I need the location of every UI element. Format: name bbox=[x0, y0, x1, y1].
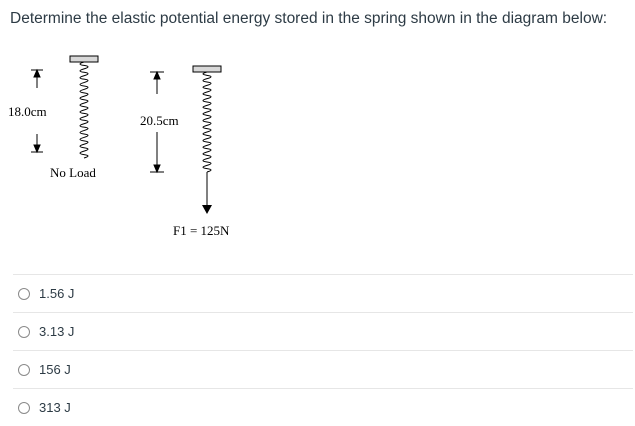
left-caption: No Load bbox=[50, 165, 96, 180]
radio-button[interactable] bbox=[18, 288, 30, 300]
force-arrow-icon bbox=[202, 205, 212, 214]
question-text: Determine the elastic potential energy stored in the spring shown in the diagram below: bbox=[10, 10, 608, 27]
answer-label: 1.56 J bbox=[39, 286, 75, 301]
radio-button[interactable] bbox=[18, 402, 30, 414]
answer-label: 156 J bbox=[39, 362, 71, 377]
answer-label: 313 J bbox=[39, 400, 71, 415]
radio-button[interactable] bbox=[18, 364, 30, 376]
spring-diagram bbox=[0, 50, 300, 250]
answer-option-4[interactable] bbox=[13, 388, 633, 426]
answer-option-3[interactable] bbox=[13, 350, 633, 388]
right-spring bbox=[193, 66, 221, 214]
radio-button[interactable] bbox=[18, 326, 30, 338]
answer-label: 3.13 J bbox=[39, 324, 75, 339]
force-label: F1 = 125N bbox=[173, 223, 230, 238]
answer-option-1[interactable] bbox=[13, 274, 633, 312]
answer-option-2[interactable] bbox=[13, 312, 633, 350]
left-length-label: 18.0cm bbox=[8, 104, 47, 119]
right-length-label: 20.5cm bbox=[140, 113, 179, 128]
left-spring bbox=[70, 56, 98, 158]
answer-options bbox=[13, 274, 633, 426]
